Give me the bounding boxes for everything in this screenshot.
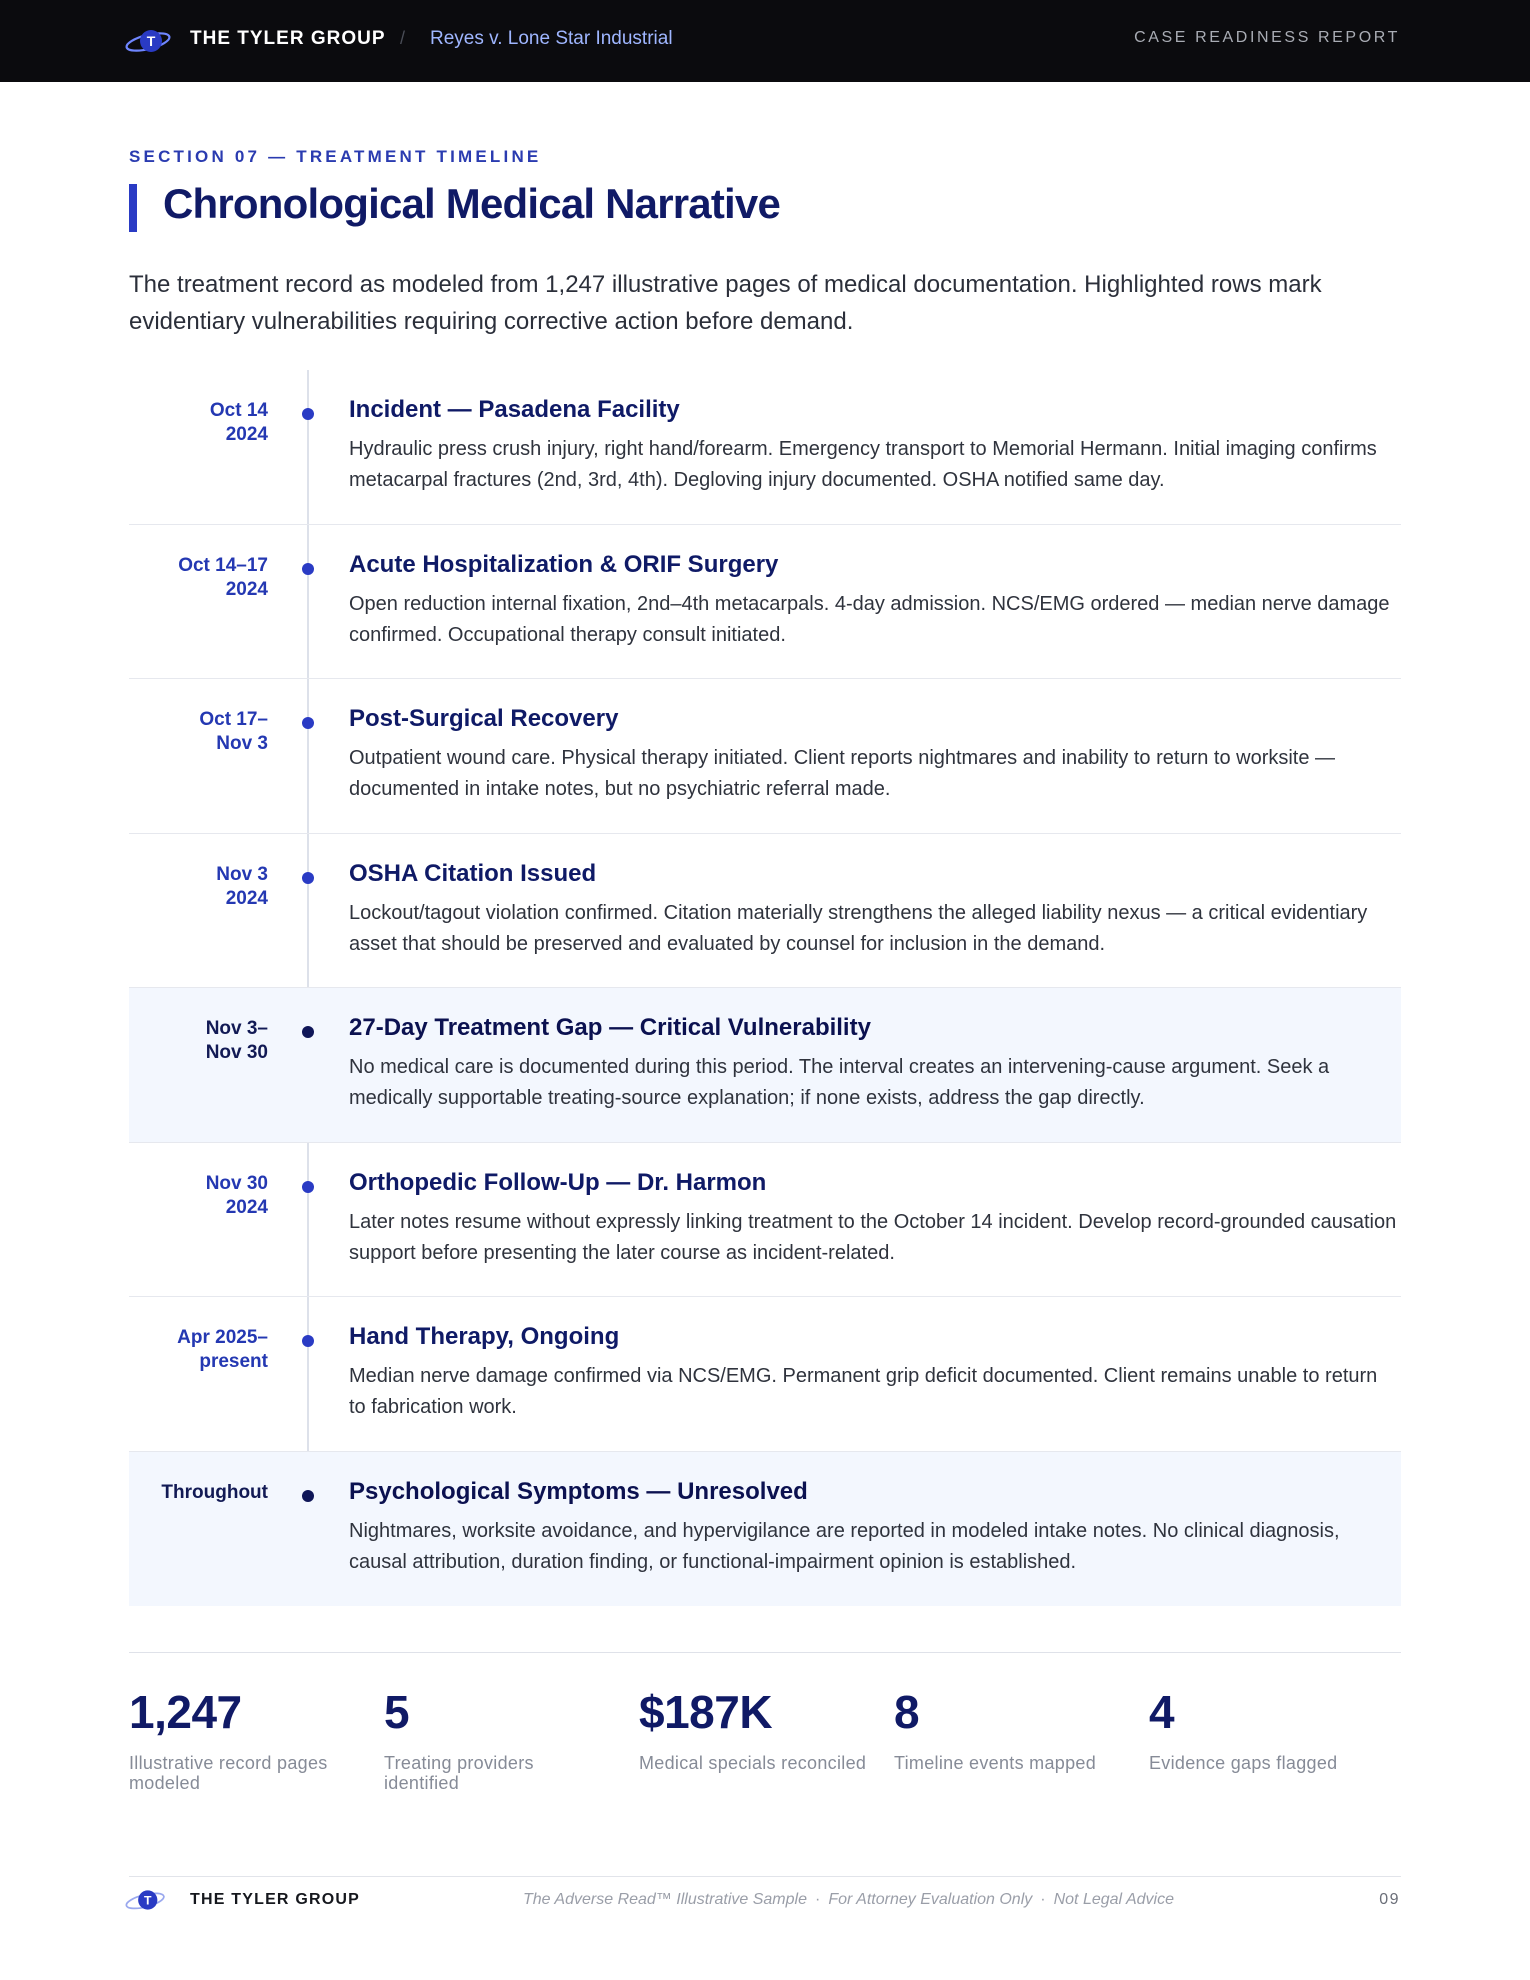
stat-block: [639, 1685, 869, 1773]
event-date: [129, 1172, 268, 1220]
event-description: Hydraulic press crush injury, right hand/forearm. Emergency transport to Memorial Hermann. Initial imaging confirms metacarpal fractures (2nd, 3rd, 4th). Degloving injury documented. OSHA notified same day.: [349, 438, 1377, 491]
event-date-line2: Nov 30: [205, 1042, 268, 1063]
stat-block: [129, 1685, 359, 1793]
stat-value: 1,247: [129, 1686, 242, 1738]
treatment-timeline: [129, 370, 1401, 1606]
footer-note-separator: ·: [814, 1891, 821, 1908]
page-number: 09: [1379, 1891, 1400, 1908]
event-title: Orthopedic Follow-Up — Dr. Harmon: [349, 1168, 767, 1196]
event-title: Incident — Pasadena Facility: [349, 396, 680, 423]
timeline-row: [129, 1143, 1401, 1298]
event-date-line2: 2024: [225, 424, 268, 445]
event-date-line1: Nov 30: [205, 1172, 268, 1194]
footer-note-sample: The Adverse Read™ Illustrative Sample: [523, 1891, 807, 1908]
footer-disclaimer: [523, 1891, 1174, 1909]
timeline-dot-icon: [302, 1181, 314, 1193]
timeline-dot-icon: [302, 1335, 314, 1347]
stat-value: $187K: [639, 1686, 773, 1738]
timeline-row: [129, 834, 1401, 989]
footer-note-separator: ·: [1040, 1891, 1046, 1908]
title-accent-bar: [129, 184, 137, 232]
event-description: Outpatient wound care. Physical therapy initiated. Client reports nightmares and inability to return to worksite — documented in intake notes, but no psychiatric referral made.: [349, 747, 1336, 800]
stat-block: [384, 1685, 614, 1793]
footer-note-evaluation: For Attorney Evaluation Only: [828, 1891, 1033, 1908]
timeline-row: [129, 525, 1401, 680]
header-brand: THE TYLER GROUP: [190, 28, 386, 49]
footer-divider: [129, 1876, 1401, 1877]
event-description: Lockout/tagout violation confirmed. Citation materially strengthens the alleged liability nexus — a critical evidentiary asset that should be preserved and evaluated by counsel for inclusion in the demand.: [349, 901, 1368, 955]
event-date: [129, 1326, 268, 1374]
timeline-row: [129, 1297, 1401, 1452]
event-date-line1: Nov 3: [216, 863, 268, 885]
timeline-row: [129, 679, 1401, 834]
stat-label: Evidence gaps flagged: [1149, 1753, 1338, 1773]
stat-value: 5: [384, 1686, 410, 1738]
event-date-line1: Oct 17–: [199, 709, 268, 730]
report-label: CASE READINESS REPORT: [1134, 29, 1400, 46]
timeline-dot-icon: [302, 1490, 314, 1502]
stat-label: Treating providers identified: [384, 1753, 534, 1793]
event-date-line2: 2024: [225, 887, 268, 909]
stat-value: 4: [1149, 1686, 1175, 1738]
stat-block: [894, 1685, 1124, 1773]
event-title: Hand Therapy, Ongoing: [349, 1323, 620, 1350]
timeline-dot-icon: [302, 1026, 314, 1038]
event-date: [129, 554, 268, 602]
section-intro: The treatment record as modeled from 1,247 illustrative pages of medical documentation. Highlighted rows mark evidentiary vulnerabilities requiring corrective action before demand.: [129, 271, 1322, 335]
timeline-dot-icon: [302, 717, 314, 729]
stat-label: Illustrative record pages modeled: [129, 1753, 328, 1793]
footer-logo-icon: [124, 1886, 168, 1914]
event-date: [129, 399, 268, 447]
event-date-line1: Apr 2025–: [177, 1327, 268, 1348]
tyler-group-logo-icon: [124, 25, 174, 57]
event-title: OSHA Citation Issued: [349, 859, 597, 887]
stat-value: 8: [894, 1686, 920, 1738]
page-title: Chronological Medical Narrative: [163, 180, 781, 227]
event-date: [129, 1481, 268, 1505]
event-date-line2: 2024: [225, 578, 268, 600]
event-description: No medical care is documented during this period. The interval creates an intervening-cause argument. Seek a medically supportable treating-source explanation; if none exists, address the gap directly.: [349, 1056, 1330, 1109]
timeline-row-flagged: [129, 1452, 1401, 1607]
header-separator: /: [400, 28, 406, 48]
footer-brand: THE TYLER GROUP: [190, 1891, 361, 1908]
timeline-dot-icon: [302, 563, 314, 575]
section-eyebrow: SECTION 07 — TREATMENT TIMELINE: [129, 147, 542, 166]
stat-label: Timeline events mapped: [894, 1753, 1097, 1773]
event-title: 27-Day Treatment Gap — Critical Vulnerability: [349, 1014, 871, 1041]
event-date-line2: 2024: [225, 1196, 268, 1218]
stat-label: Medical specials reconciled: [639, 1753, 867, 1773]
event-description: Median nerve damage confirmed via NCS/EMG. Permanent grip deficit documented. Client remains unable to return to fabrication work.: [349, 1365, 1378, 1418]
event-title: Psychological Symptoms — Unresolved: [349, 1477, 808, 1505]
stat-block: [1149, 1685, 1379, 1773]
event-date-line1: Oct 14–17: [178, 554, 268, 576]
event-date: [129, 708, 268, 756]
event-date-line2: Nov 3: [216, 733, 268, 754]
event-title: Acute Hospitalization & ORIF Surgery: [349, 550, 779, 578]
event-date-line1: Nov 3–: [205, 1018, 268, 1039]
timeline-dot-icon: [302, 408, 314, 420]
svg-text:T: T: [144, 1893, 152, 1908]
report-header: [0, 0, 1530, 82]
event-date: [129, 1017, 268, 1065]
footer-note-legal: Not Legal Advice: [1053, 1891, 1174, 1908]
event-date-line2: present: [199, 1351, 268, 1372]
event-description: Open reduction internal fixation, 2nd–4th metacarpals. 4-day admission. NCS/EMG ordered — median nerve damage confirmed. Occupational therapy consult initiated.: [349, 592, 1390, 646]
timeline-row-flagged: [129, 988, 1401, 1143]
timeline-row: [129, 370, 1401, 525]
event-date-line1: Throughout: [161, 1481, 268, 1503]
timeline-dot-icon: [302, 872, 314, 884]
event-date: [129, 863, 268, 911]
event-date-line1: Oct 14: [209, 400, 268, 421]
stats-divider: [129, 1652, 1401, 1653]
case-name: Reyes v. Lone Star Industrial: [430, 28, 673, 49]
event-description: Nightmares, worksite avoidance, and hypervigilance are reported in modeled intake notes. No clinical diagnosis, causal attribution, duration finding, or functional-impairment opinion is established.: [349, 1519, 1340, 1573]
event-title: Post-Surgical Recovery: [349, 705, 619, 732]
svg-text:T: T: [146, 33, 156, 49]
event-description: Later notes resume without expressly linking treatment to the October 14 incident. Develop record-grounded causation support before presenting the later course as incident-related.: [349, 1210, 1397, 1264]
